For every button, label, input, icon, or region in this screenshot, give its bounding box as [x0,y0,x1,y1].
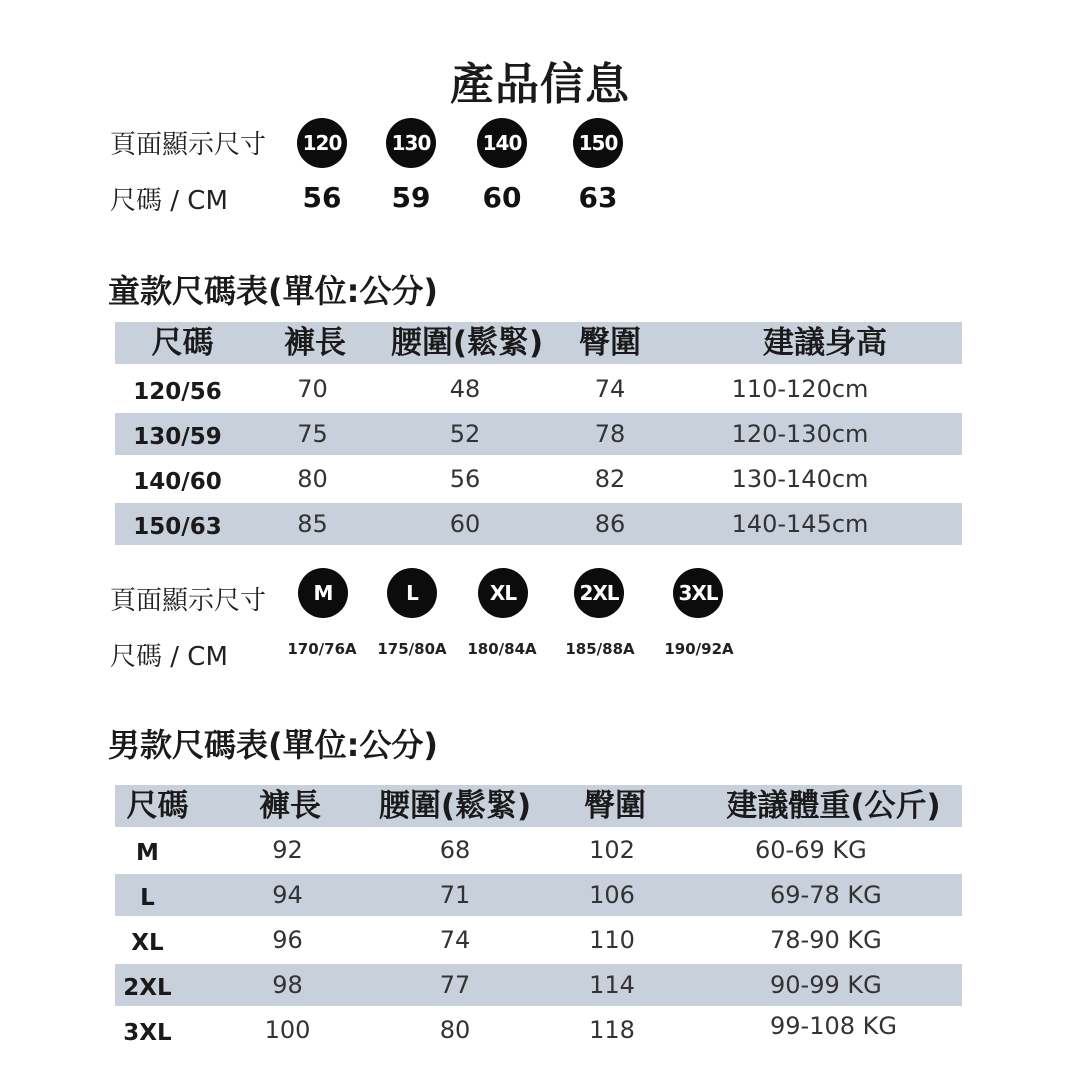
table-row [115,458,962,500]
cell-value: 106 [589,881,635,909]
cell-value: 98 [272,971,303,999]
table-row [115,919,962,961]
cell-value: 70 [297,375,328,403]
header-waist: 腰圍(鬆緊) [390,325,544,361]
cell-value: 77 [439,971,471,999]
size-cm-value: 185/88A [565,640,635,658]
size-badge-140: 140 [477,118,527,168]
cell-value: 71 [439,881,471,909]
kids-display-size-label: 頁面顯示尺寸 [110,130,267,160]
size-cm-value: 59 [391,181,431,214]
cell-value: 82 [594,465,626,493]
cell-value: 78-90 KG [770,926,882,954]
cell-value: 120-130cm [731,420,869,448]
size-badge-2xl: 2XL [574,568,624,618]
cell-value: 140-145cm [731,510,869,538]
cell-value: 60 [449,510,481,538]
header-waist: 腰圍(鬆緊) [378,788,532,824]
table-row [115,829,962,871]
kids-table-title: 童款尺碼表(單位:公分) [108,272,439,310]
header-height: 建議身高 [763,325,887,361]
cell-size: 150/63 [133,514,222,540]
cell-value: 80 [297,465,328,493]
size-badge-130: 130 [386,118,436,168]
cell-value: 110-120cm [731,375,869,403]
cell-value: 130-140cm [731,465,869,493]
header-pants-length: 褲長 [284,325,346,361]
kids-size-cm-label: 尺碼 / CM [110,186,228,216]
cell-value: 100 [264,1016,311,1044]
cell-value: 56 [449,465,481,493]
cell-value: 74 [594,375,626,403]
size-badge-3xl: 3XL [673,568,723,618]
size-cm-value: 60 [482,181,522,214]
cell-value: 92 [272,836,303,864]
size-cm-value: 175/80A [377,640,447,658]
size-badge-m: M [298,568,348,618]
cell-value: 78 [594,420,626,448]
cell-size: XL [131,930,164,956]
cell-value: 90-99 KG [770,971,882,999]
cell-size: 2XL [123,975,172,1001]
cell-value: 118 [589,1016,635,1044]
cell-value: 85 [297,510,328,538]
cell-value: 48 [449,375,481,403]
page-title: 產品信息 [450,59,630,110]
size-badge-120: 120 [297,118,347,168]
table-row [115,368,962,410]
cell-size: 3XL [123,1020,172,1046]
cell-value: 75 [297,420,328,448]
header-pants-length: 褲長 [259,788,321,824]
cell-size: L [140,885,155,911]
cell-value: 60-69 KG [755,836,867,864]
header-weight: 建議體重(公斤) [726,788,941,824]
size-badge-xl: XL [478,568,528,618]
table-row [115,413,962,455]
cell-value: 80 [439,1016,471,1044]
table-row [115,874,962,916]
size-cm-value: 170/76A [287,640,357,658]
header-hip: 臀圍 [579,325,641,361]
mens-table-title: 男款尺碼表(單位:公分) [108,726,439,764]
cell-size: 130/59 [133,424,222,450]
size-cm-value: 63 [578,181,618,214]
mens-size-cm-label: 尺碼 / CM [110,642,228,672]
header-hip: 臀圍 [584,788,646,824]
table-row [115,1009,962,1051]
cell-value: 96 [272,926,303,954]
size-cm-value: 56 [302,181,342,214]
size-cm-value: 190/92A [664,640,734,658]
table-header [115,322,962,364]
cell-value: 74 [439,926,471,954]
cell-size: M [136,840,159,866]
header-size: 尺碼 [151,325,214,361]
table-row [115,503,962,545]
cell-value: 114 [589,971,635,999]
cell-value: 86 [594,510,626,538]
cell-size: 140/60 [133,469,222,495]
size-cm-value: 180/84A [467,640,537,658]
cell-size: 120/56 [133,379,222,405]
cell-value: 52 [449,420,481,448]
cell-value: 99-108 KG [770,1012,897,1040]
table-row [115,964,962,1006]
cell-value: 69-78 KG [770,881,882,909]
cell-value: 68 [439,836,471,864]
cell-value: 94 [272,881,303,909]
cell-value: 110 [589,926,635,954]
header-size: 尺碼 [126,788,189,824]
cell-value: 102 [589,836,635,864]
size-badge-l: L [387,568,437,618]
table-header [115,785,962,827]
size-badge-150: 150 [573,118,623,168]
mens-display-size-label: 頁面顯示尺寸 [110,586,267,616]
